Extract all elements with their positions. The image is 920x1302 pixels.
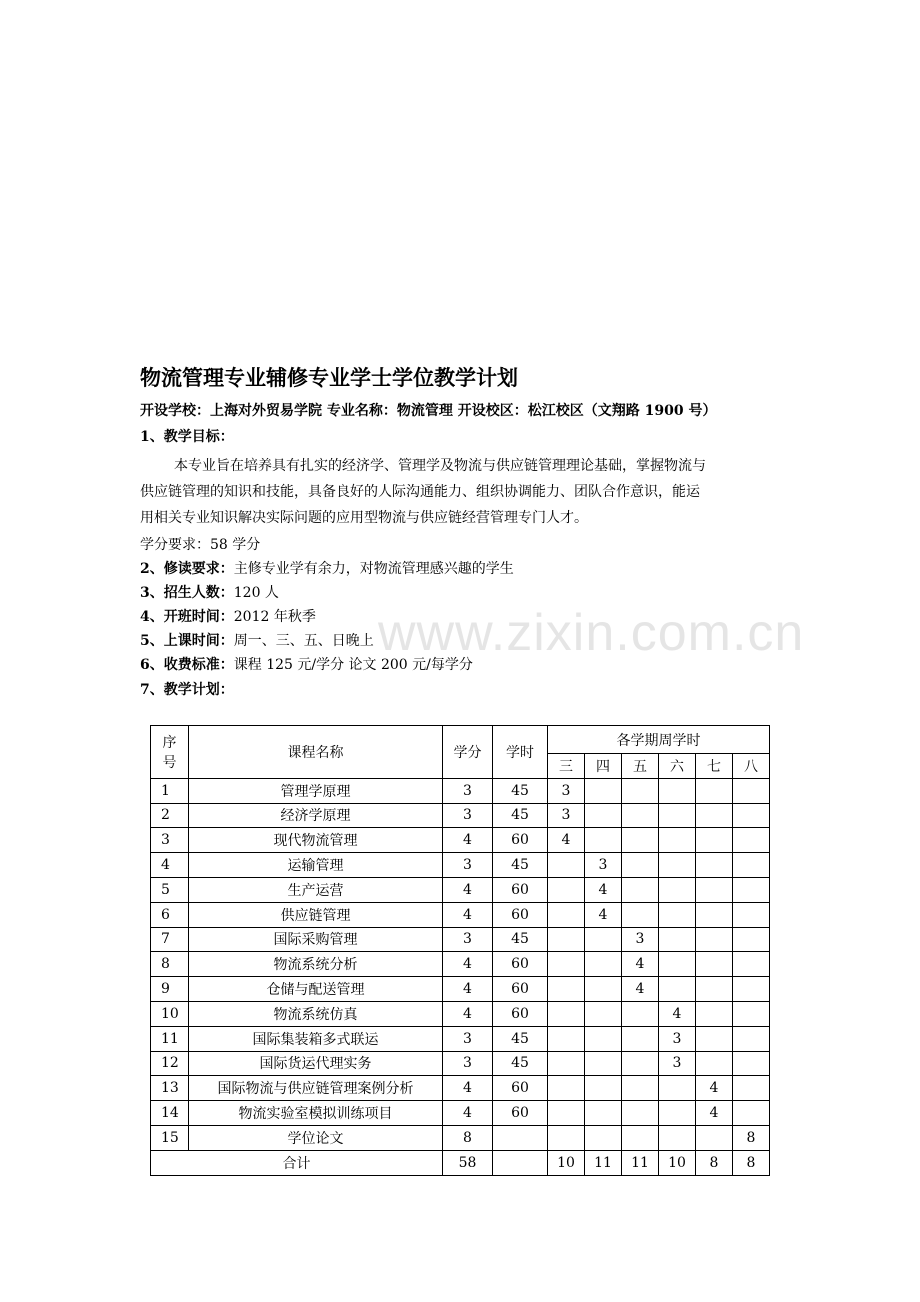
table-row — [151, 1001, 770, 1026]
cell-course-name: 学位论文 — [189, 1125, 443, 1150]
cell-no: 13 — [151, 1076, 189, 1101]
class-time-value: 周一、三、五、日晚上 — [233, 633, 374, 649]
cell-term-hours — [696, 927, 733, 952]
cell-course-name: 运输管理 — [189, 853, 443, 878]
cell-term-hours — [696, 1026, 733, 1051]
cell-credit: 4 — [443, 1101, 493, 1126]
header-credit: 学分 — [443, 726, 493, 779]
requirement-label: 2、修读要求： — [140, 561, 234, 577]
cell-term-hours: 8 — [733, 1125, 770, 1150]
total-credit: 58 — [443, 1150, 493, 1175]
cell-term-hours: 3 — [659, 1026, 696, 1051]
table-row — [151, 952, 770, 977]
cell-course-name: 经济学原理 — [189, 803, 443, 828]
cell-no: 14 — [151, 1101, 189, 1126]
cell-term-hours: 4 — [548, 828, 585, 853]
cell-credit: 4 — [443, 877, 493, 902]
table-row — [151, 1076, 770, 1101]
cell-term-hours — [585, 1101, 622, 1126]
cell-term-hours — [733, 902, 770, 927]
cell-term-hours — [548, 977, 585, 1002]
requirement-line — [140, 559, 514, 579]
cell-term-hours — [733, 1026, 770, 1051]
cell-term-hours — [585, 778, 622, 803]
cell-hours: 60 — [493, 952, 548, 977]
cell-hours: 45 — [493, 778, 548, 803]
cell-term-hours — [622, 803, 659, 828]
cell-term-hours — [622, 1125, 659, 1150]
cell-hours: 45 — [493, 803, 548, 828]
cell-hours: 45 — [493, 1026, 548, 1051]
cell-term-hours: 3 — [659, 1051, 696, 1076]
cell-term-hours: 3 — [585, 853, 622, 878]
cell-term-hours: 4 — [659, 1001, 696, 1026]
cell-term-hours — [622, 1101, 659, 1126]
cell-term-hours — [659, 977, 696, 1002]
cell-term-hours — [585, 1001, 622, 1026]
goal-line-2: 供应链管理的知识和技能，具备良好的人际沟通能力、组织协调能力、团队合作意识，能运 — [140, 484, 700, 500]
cell-term-hours: 4 — [622, 952, 659, 977]
cell-term-hours — [548, 952, 585, 977]
fee-line — [140, 655, 473, 675]
cell-term-hours — [585, 1026, 622, 1051]
cell-term-hours: 4 — [622, 977, 659, 1002]
cell-term-hours — [659, 778, 696, 803]
cell-term-hours — [696, 902, 733, 927]
total-term: 8 — [733, 1150, 770, 1175]
goal-line-3: 用相关专业知识解决实际问题的应用型物流与供应链经营管理专门人才。 — [140, 510, 588, 526]
cell-credit: 3 — [443, 778, 493, 803]
cell-credit: 4 — [443, 902, 493, 927]
goal-heading: 1、教学目标： — [140, 429, 234, 445]
header-term: 四 — [585, 754, 622, 779]
cell-term-hours — [622, 902, 659, 927]
cell-term-hours — [733, 1001, 770, 1026]
cell-hours: 45 — [493, 927, 548, 952]
cell-term-hours — [733, 803, 770, 828]
cell-credit: 4 — [443, 828, 493, 853]
cell-term-hours: 4 — [585, 902, 622, 927]
cell-term-hours — [733, 1076, 770, 1101]
cell-course-name: 国际货运代理实务 — [189, 1051, 443, 1076]
cell-term-hours — [696, 952, 733, 977]
goal-paragraph — [140, 453, 785, 531]
cell-term-hours — [696, 1125, 733, 1150]
cell-credit: 3 — [443, 853, 493, 878]
cell-term-hours — [548, 1001, 585, 1026]
header-seq — [151, 726, 189, 779]
table-row — [151, 977, 770, 1002]
goal-line-1: 本专业旨在培养具有扎实的经济学、管理学及物流与供应链管理理论基础，掌握物流与 — [174, 458, 706, 474]
class-time-line — [140, 631, 374, 651]
start-time-value: 2012 年秋季 — [233, 609, 316, 625]
cell-term-hours — [659, 877, 696, 902]
cell-term-hours — [696, 977, 733, 1002]
cell-no: 5 — [151, 877, 189, 902]
cell-term-hours — [622, 828, 659, 853]
cell-hours: 60 — [493, 1001, 548, 1026]
cell-term-hours: 3 — [548, 778, 585, 803]
cell-course-name: 管理学原理 — [189, 778, 443, 803]
header-term: 三 — [548, 754, 585, 779]
header-term: 五 — [622, 754, 659, 779]
cell-term-hours — [659, 1125, 696, 1150]
credit-requirement: 学分要求：58 学分 — [140, 537, 261, 553]
cell-term-hours — [659, 1101, 696, 1126]
class-time-label: 5、上课时间： — [140, 633, 234, 649]
total-label: 合计 — [151, 1150, 443, 1175]
cell-term-hours — [585, 927, 622, 952]
cell-credit: 3 — [443, 803, 493, 828]
total-term: 8 — [696, 1150, 733, 1175]
cell-course-name: 仓储与配送管理 — [189, 977, 443, 1002]
cell-term-hours — [733, 977, 770, 1002]
cell-no: 9 — [151, 977, 189, 1002]
cell-term-hours — [733, 1051, 770, 1076]
cell-no: 1 — [151, 778, 189, 803]
cell-term-hours — [733, 853, 770, 878]
cell-term-hours — [585, 1125, 622, 1150]
cell-credit: 4 — [443, 1076, 493, 1101]
cell-no: 4 — [151, 853, 189, 878]
cell-course-name: 生产运营 — [189, 877, 443, 902]
total-term: 10 — [659, 1150, 696, 1175]
cell-course-name: 国际物流与供应链管理案例分析 — [189, 1076, 443, 1101]
cell-term-hours — [733, 1101, 770, 1126]
cell-term-hours — [696, 853, 733, 878]
cell-no: 7 — [151, 927, 189, 952]
cell-hours: 45 — [493, 853, 548, 878]
cell-term-hours — [622, 1051, 659, 1076]
cell-term-hours — [622, 1001, 659, 1026]
cell-term-hours — [622, 1076, 659, 1101]
plan-heading: 7、教学计划： — [140, 682, 234, 698]
cell-no: 6 — [151, 902, 189, 927]
table-row — [151, 1026, 770, 1051]
cell-hours: 60 — [493, 977, 548, 1002]
cell-no: 11 — [151, 1026, 189, 1051]
watermark: www.zixin.com.cn — [378, 604, 805, 662]
start-time-line — [140, 607, 316, 627]
cell-term-hours: 4 — [585, 877, 622, 902]
cell-term-hours — [548, 927, 585, 952]
cell-hours — [493, 1125, 548, 1150]
cell-course-name: 国际采购管理 — [189, 927, 443, 952]
cell-term-hours — [548, 1101, 585, 1126]
header-course-name: 课程名称 — [189, 726, 443, 779]
cell-hours: 45 — [493, 1051, 548, 1076]
cell-term-hours: 3 — [622, 927, 659, 952]
table-row — [151, 877, 770, 902]
cell-term-hours — [696, 1051, 733, 1076]
table-row — [151, 902, 770, 927]
cell-term-hours — [548, 877, 585, 902]
cell-term-hours — [659, 952, 696, 977]
cell-hours: 60 — [493, 902, 548, 927]
cell-term-hours — [696, 803, 733, 828]
table-body — [151, 778, 770, 1150]
cell-no: 15 — [151, 1125, 189, 1150]
cell-term-hours — [585, 977, 622, 1002]
cell-term-hours — [585, 828, 622, 853]
cell-term-hours — [622, 853, 659, 878]
cell-no: 8 — [151, 952, 189, 977]
cell-credit: 4 — [443, 977, 493, 1002]
cell-term-hours — [659, 853, 696, 878]
cell-term-hours — [733, 828, 770, 853]
cell-term-hours — [659, 927, 696, 952]
total-term: 10 — [548, 1150, 585, 1175]
header-weekly-hours: 各学期周学时 — [548, 726, 770, 754]
table-row — [151, 853, 770, 878]
cell-course-name: 物流系统仿真 — [189, 1001, 443, 1026]
cell-term-hours — [548, 1076, 585, 1101]
cell-credit: 4 — [443, 1001, 493, 1026]
cell-term-hours — [659, 803, 696, 828]
cell-term-hours — [622, 778, 659, 803]
cell-term-hours: 4 — [696, 1076, 733, 1101]
cell-term-hours — [622, 877, 659, 902]
total-term: 11 — [585, 1150, 622, 1175]
cell-term-hours — [548, 853, 585, 878]
cell-course-name: 供应链管理 — [189, 902, 443, 927]
cell-term-hours — [733, 927, 770, 952]
cell-term-hours: 4 — [696, 1101, 733, 1126]
cell-credit: 8 — [443, 1125, 493, 1150]
table-row — [151, 828, 770, 853]
cell-term-hours — [696, 1001, 733, 1026]
header-seq-top: 序 — [162, 734, 177, 751]
cell-term-hours — [548, 1051, 585, 1076]
cell-hours: 60 — [493, 1076, 548, 1101]
table-row — [151, 927, 770, 952]
requirement-value: 主修专业学有余力，对物流管理感兴趣的学生 — [233, 561, 514, 577]
page-title: 物流管理专业辅修专业学士学位教学计划 — [140, 365, 518, 390]
cell-hours: 60 — [493, 1101, 548, 1126]
cell-hours: 60 — [493, 828, 548, 853]
total-hours — [493, 1150, 548, 1175]
cell-term-hours — [548, 1026, 585, 1051]
cell-term-hours — [585, 803, 622, 828]
cell-course-name: 物流实验室模拟训练项目 — [189, 1101, 443, 1126]
fee-value: 课程 125 元/学分 论文 200 元/每学分 — [233, 657, 473, 673]
enrollment-line — [140, 583, 279, 603]
teaching-plan-table — [150, 725, 770, 1176]
table-row — [151, 778, 770, 803]
header-seq-bottom: 号 — [162, 754, 177, 771]
cell-course-name: 国际集装箱多式联运 — [189, 1026, 443, 1051]
cell-term-hours — [585, 1076, 622, 1101]
cell-credit: 3 — [443, 1026, 493, 1051]
start-time-label: 4、开班时间： — [140, 609, 234, 625]
info-line: 开设学校：上海对外贸易学院 专业名称：物流管理 开设校区：松江校区（文翔路 1900 号） — [140, 403, 717, 419]
cell-course-name: 现代物流管理 — [189, 828, 443, 853]
total-row — [151, 1150, 770, 1175]
cell-term-hours — [733, 952, 770, 977]
cell-credit: 3 — [443, 927, 493, 952]
cell-term-hours — [548, 1125, 585, 1150]
cell-term-hours — [585, 1051, 622, 1076]
table-row — [151, 1101, 770, 1126]
header-hours: 学时 — [493, 726, 548, 779]
cell-hours: 60 — [493, 877, 548, 902]
header-term: 七 — [696, 754, 733, 779]
cell-term-hours — [659, 1076, 696, 1101]
cell-no: 12 — [151, 1051, 189, 1076]
enrollment-label: 3、招生人数： — [140, 585, 234, 601]
cell-term-hours — [733, 877, 770, 902]
fee-label: 6、收费标准： — [140, 657, 234, 673]
cell-no: 10 — [151, 1001, 189, 1026]
table-row — [151, 1125, 770, 1150]
table-row — [151, 803, 770, 828]
total-term: 11 — [622, 1150, 659, 1175]
enrollment-value: 120 人 — [233, 585, 279, 601]
cell-term-hours — [659, 828, 696, 853]
cell-no: 2 — [151, 803, 189, 828]
cell-term-hours — [622, 1026, 659, 1051]
cell-term-hours — [696, 778, 733, 803]
cell-term-hours — [585, 952, 622, 977]
cell-no: 3 — [151, 828, 189, 853]
cell-term-hours: 3 — [548, 803, 585, 828]
cell-credit: 4 — [443, 952, 493, 977]
cell-term-hours — [733, 778, 770, 803]
cell-credit: 3 — [443, 1051, 493, 1076]
cell-term-hours — [659, 902, 696, 927]
cell-term-hours — [696, 877, 733, 902]
cell-term-hours — [696, 828, 733, 853]
cell-term-hours — [548, 902, 585, 927]
header-term: 八 — [733, 754, 770, 779]
table-row — [151, 1051, 770, 1076]
cell-course-name: 物流系统分析 — [189, 952, 443, 977]
header-term: 六 — [659, 754, 696, 779]
